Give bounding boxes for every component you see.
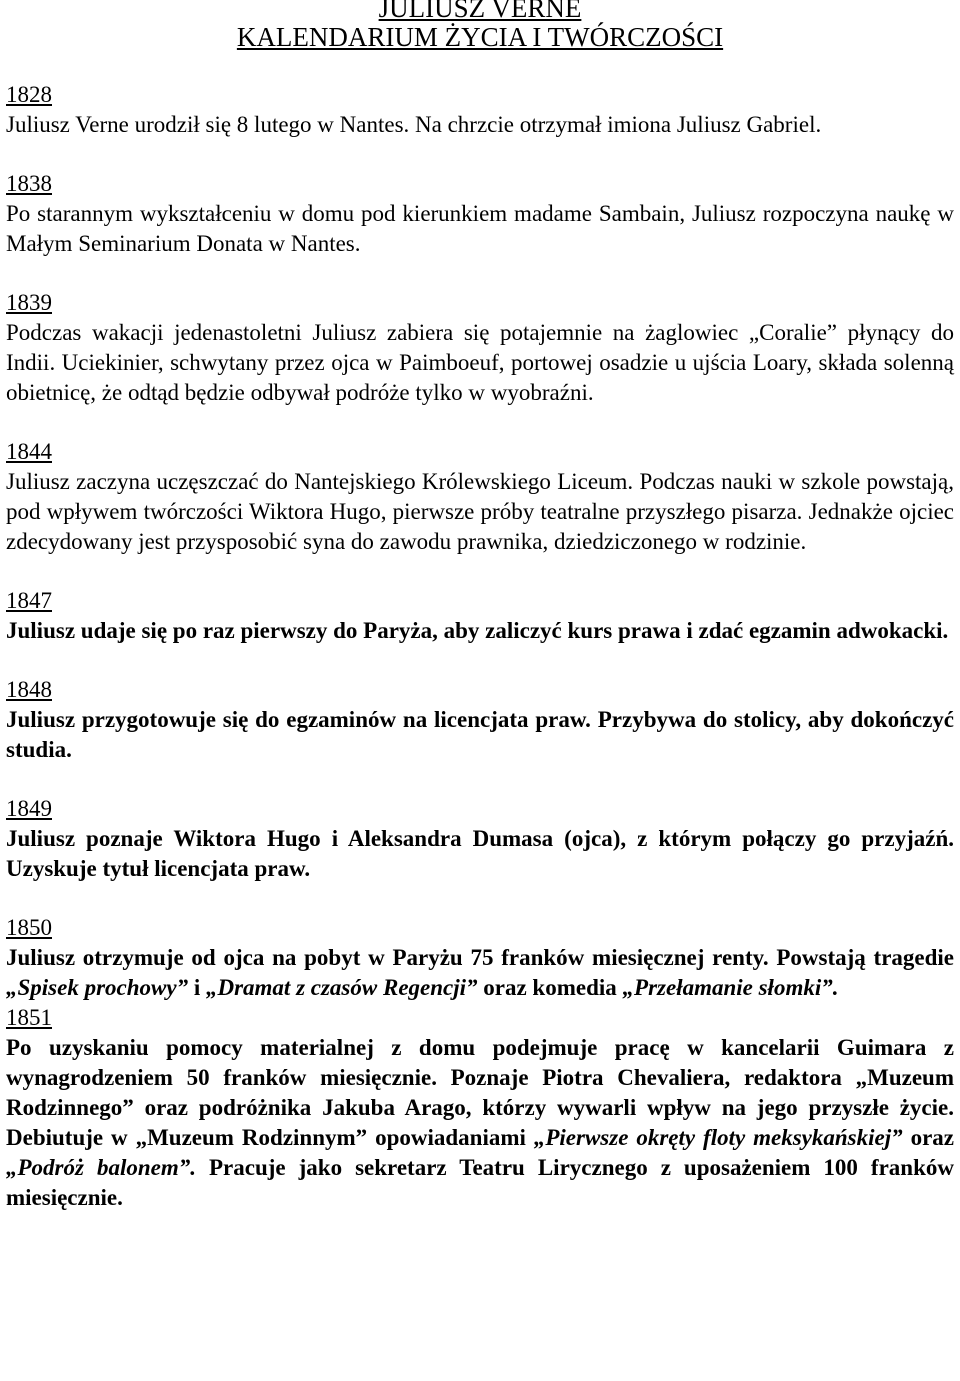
entry-year: 1848 xyxy=(6,677,52,702)
entry-text-part: i xyxy=(188,975,206,1000)
work-title: „Podróż balonem”. xyxy=(6,1155,196,1180)
entry-text-part: Pracuje jako sekretarz Teatru Lirycznego z uposażeniem 100 franków miesięcznie. xyxy=(6,1155,954,1210)
entry-text-part: oraz xyxy=(902,1125,954,1150)
entry-text: Juliusz przygotowuje się do egzaminów na licencjata praw. Przybywa do stolicy, aby dokończyć studia. xyxy=(6,707,954,762)
entry-year: 1839 xyxy=(6,290,52,315)
entry-text: Juliusz poznaje Wiktora Hugo i Aleksandra Dumasa (ojca), z którym połączy go przyjaźń. Uzyskuje tytuł licencjata praw. xyxy=(6,826,954,881)
entry-year: 1838 xyxy=(6,171,52,196)
entry-1850 xyxy=(6,913,954,1003)
title-line-author: JULIUSZ VERNE xyxy=(378,0,582,23)
entry-1838 xyxy=(6,169,954,259)
entry-1851 xyxy=(6,1003,954,1213)
entry-text: Podczas wakacji jedenastoletni Juliusz zabiera się potajemnie na żaglowiec „Coralie” płynący do Indii. Uciekinier, schwytany przez ojca w Paimboeuf, portowej osadzie u ujścia Loary, składa solenną obietnicę, że odtąd będzie odbywał podróże tylko w wyobraźni. xyxy=(6,320,954,405)
entry-year: 1844 xyxy=(6,439,52,464)
work-title: „Spisek prochowy” xyxy=(6,975,189,1000)
entry-text: Po starannym wykształceniu w domu pod kierunkiem madame Sambain, Juliusz rozpoczyna naukę w Małym Seminarium Donata w Nantes. xyxy=(6,201,954,256)
entry-text-part: Po uzyskaniu pomocy materialnej z domu podejmuje pracę w kancelarii Guimara z wynagrodzeniem 50 franków miesięcznie. Poznaje Piotra Chevaliera, redaktora „Muzeum Rodzinnego” oraz podróżnika Jakuba Arago, którzy wywarli wpływ na jego przyszłe życie. Debiutuje w „Muzeum Rodzinnym” opowiadaniami xyxy=(6,1035,954,1150)
entry-text: Juliusz udaje się po raz pierwszy do Paryża, aby zaliczyć kurs prawa i zdać egzamin adwokacki. xyxy=(6,618,949,643)
entry-text xyxy=(6,943,954,1003)
entry-1844 xyxy=(6,437,954,557)
entry-year: 1851 xyxy=(6,1005,52,1030)
entry-text: Juliusz Verne urodził się 8 lutego w Nantes. Na chrzcie otrzymał imiona Juliusz Gabriel. xyxy=(6,112,822,137)
entry-year: 1850 xyxy=(6,915,52,940)
entry-1849 xyxy=(6,794,954,884)
work-title: „Przełamanie słomki”. xyxy=(622,975,839,1000)
entry-text xyxy=(6,1033,954,1213)
entry-1839 xyxy=(6,288,954,408)
work-title: „Dramat z czasów Regencji” xyxy=(205,975,478,1000)
entry-text-part: oraz komedia xyxy=(477,975,623,1000)
entry-1848 xyxy=(6,675,954,765)
entry-text: Juliusz zaczyna uczęszczać do Nantejskiego Królewskiego Liceum. Podczas nauki w szkole powstają, pod wpływem twórczości Wiktora Hugo, pierwsze próby teatralne przyszłego pisarza. Jednakże ojciec zdecydowany jest przysposobić syna do zawodu prawnika, dziedziczonego w rodzinie. xyxy=(6,469,954,554)
title-line-subtitle: KALENDARIUM ŻYCIA I TWÓRCZOŚCI xyxy=(236,22,724,52)
entry-1828 xyxy=(6,80,954,140)
document-page xyxy=(6,0,954,1213)
entry-year: 1828 xyxy=(6,82,52,107)
entry-1847 xyxy=(6,586,954,646)
entry-year: 1849 xyxy=(6,796,52,821)
entry-year: 1847 xyxy=(6,588,52,613)
entry-text-part: Juliusz otrzymuje od ojca na pobyt w Paryżu 75 franków miesięcznej renty. Powstają tragedie xyxy=(6,945,954,970)
work-title: „Pierwsze okręty floty meksykańskiej” xyxy=(533,1125,903,1150)
document-title xyxy=(6,0,954,52)
